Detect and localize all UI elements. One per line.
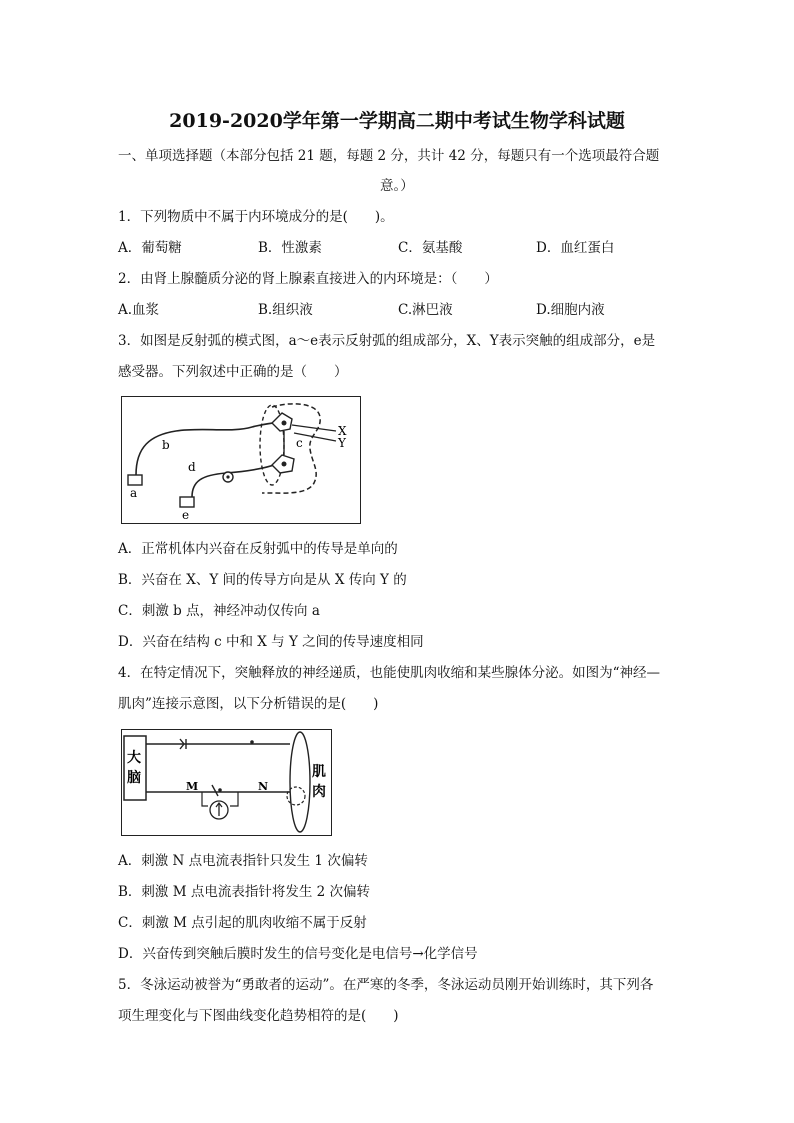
line-x: [292, 425, 336, 431]
label-m: M: [186, 780, 199, 793]
label-n: N: [258, 780, 269, 793]
lower-neuron-nucleus: [282, 462, 287, 467]
reflex-arc-figure: [121, 396, 361, 524]
q3-option-d: D．兴奋在结构 c 中和 X 与 Y 之间的传导速度相同: [118, 634, 424, 650]
label-e: e: [182, 508, 190, 522]
q2-option-c: C.淋巴液: [398, 302, 453, 318]
label-c: c: [296, 436, 303, 450]
q2-option-a: A.血浆: [118, 302, 160, 318]
nerve-d: [192, 461, 284, 497]
label-brain-2: 脑: [127, 770, 141, 786]
label-brain-1: 大: [127, 750, 141, 766]
q4-option-a: A．刺激 N 点电流表指针只发生 1 次偏转: [118, 853, 368, 869]
question-3-stem-cont: 感受器。下列叙述中正确的是（ ）: [118, 364, 348, 380]
question-3-stem: 3．如图是反射弧的模式图，a～e表示反射弧的组成部分，X、Y表示突触的组成部分，e是: [118, 333, 656, 349]
section-heading: 一、单项选择题（本部分包括 21 题，每题 2 分，共计 42 分，每题只有一个选项最符合题: [118, 148, 660, 164]
q1-option-b: B．性激素: [258, 240, 322, 256]
label-a: a: [130, 486, 138, 500]
q1-option-a: A．葡萄糖: [118, 240, 182, 256]
label-x: X: [338, 424, 347, 438]
page-title: 2019-2020学年第一学期高二期中考试生物学科试题: [169, 110, 625, 132]
upper-dot: [250, 740, 254, 744]
q3-option-b: B．兴奋在 X、Y 间的传导方向是从 X 传向 Y 的: [118, 572, 407, 588]
question-4-stem: 4．在特定情况下，突触释放的神经递质，也能使肌肉收缩和某些腺体分泌。如图为“神经—: [118, 665, 660, 681]
lower-dot: [218, 788, 222, 792]
q1-option-d: D．血红蛋白: [536, 240, 615, 256]
label-y: Y: [338, 436, 346, 450]
label-d: d: [188, 460, 196, 474]
q1-option-c: C．氨基酸: [398, 240, 463, 256]
section-heading-cont: 意。）: [380, 178, 414, 194]
question-1-stem: 1．下列物质中不属于内环境成分的是( )。: [118, 209, 394, 225]
q2-option-b: B.组织液: [258, 302, 313, 318]
question-2-stem: 2．由肾上腺髓质分泌的肾上腺素直接进入的内环境是：（ ）: [118, 271, 498, 287]
question-5-stem-cont: 项生理变化与下图曲线变化趋势相符的是( ): [118, 1008, 399, 1024]
q3-option-a: A．正常机体内兴奋在反射弧中的传导是单向的: [118, 541, 398, 557]
spinal-cord-outline: [262, 404, 320, 493]
upper-neuron-nucleus: [282, 421, 287, 426]
meter-wire-left: [202, 792, 208, 806]
question-5-stem: 5．冬泳运动被誉为“勇敢者的运动”。在严寒的冬季，冬泳运动员刚开始训练时，其下列各: [118, 977, 654, 993]
label-b: b: [162, 438, 170, 452]
effector-box-a: [128, 475, 142, 485]
q3-option-c: C．刺激 b 点，神经冲动仅传向 a: [118, 603, 320, 619]
label-muscle-2: 肉: [312, 784, 326, 800]
meter-wire-right: [230, 792, 238, 806]
q4-option-b: B．刺激 M 点电流表指针将发生 2 次偏转: [118, 884, 370, 900]
ganglion-nucleus: [226, 475, 229, 478]
q4-option-c: C．刺激 M 点引起的肌肉收缩不属于反射: [118, 915, 367, 931]
question-4-stem-cont: 肌肉”连接示意图，以下分析错误的是( ): [118, 696, 379, 712]
q2-option-d: D.细胞内液: [536, 302, 605, 318]
neuromuscular-diagram: [122, 730, 331, 835]
label-muscle-1: 肌: [312, 764, 326, 780]
brain-box: [124, 736, 146, 800]
q4-option-d: D．兴奋传到突触后膜时发生的信号变化是电信号→化学信号: [118, 946, 478, 962]
neuromuscular-figure: [121, 729, 332, 836]
reflex-arc-diagram: [122, 397, 360, 523]
receptor-box-e: [180, 497, 194, 507]
muscle-outline: [290, 732, 310, 832]
lower-synapse: [212, 785, 218, 796]
